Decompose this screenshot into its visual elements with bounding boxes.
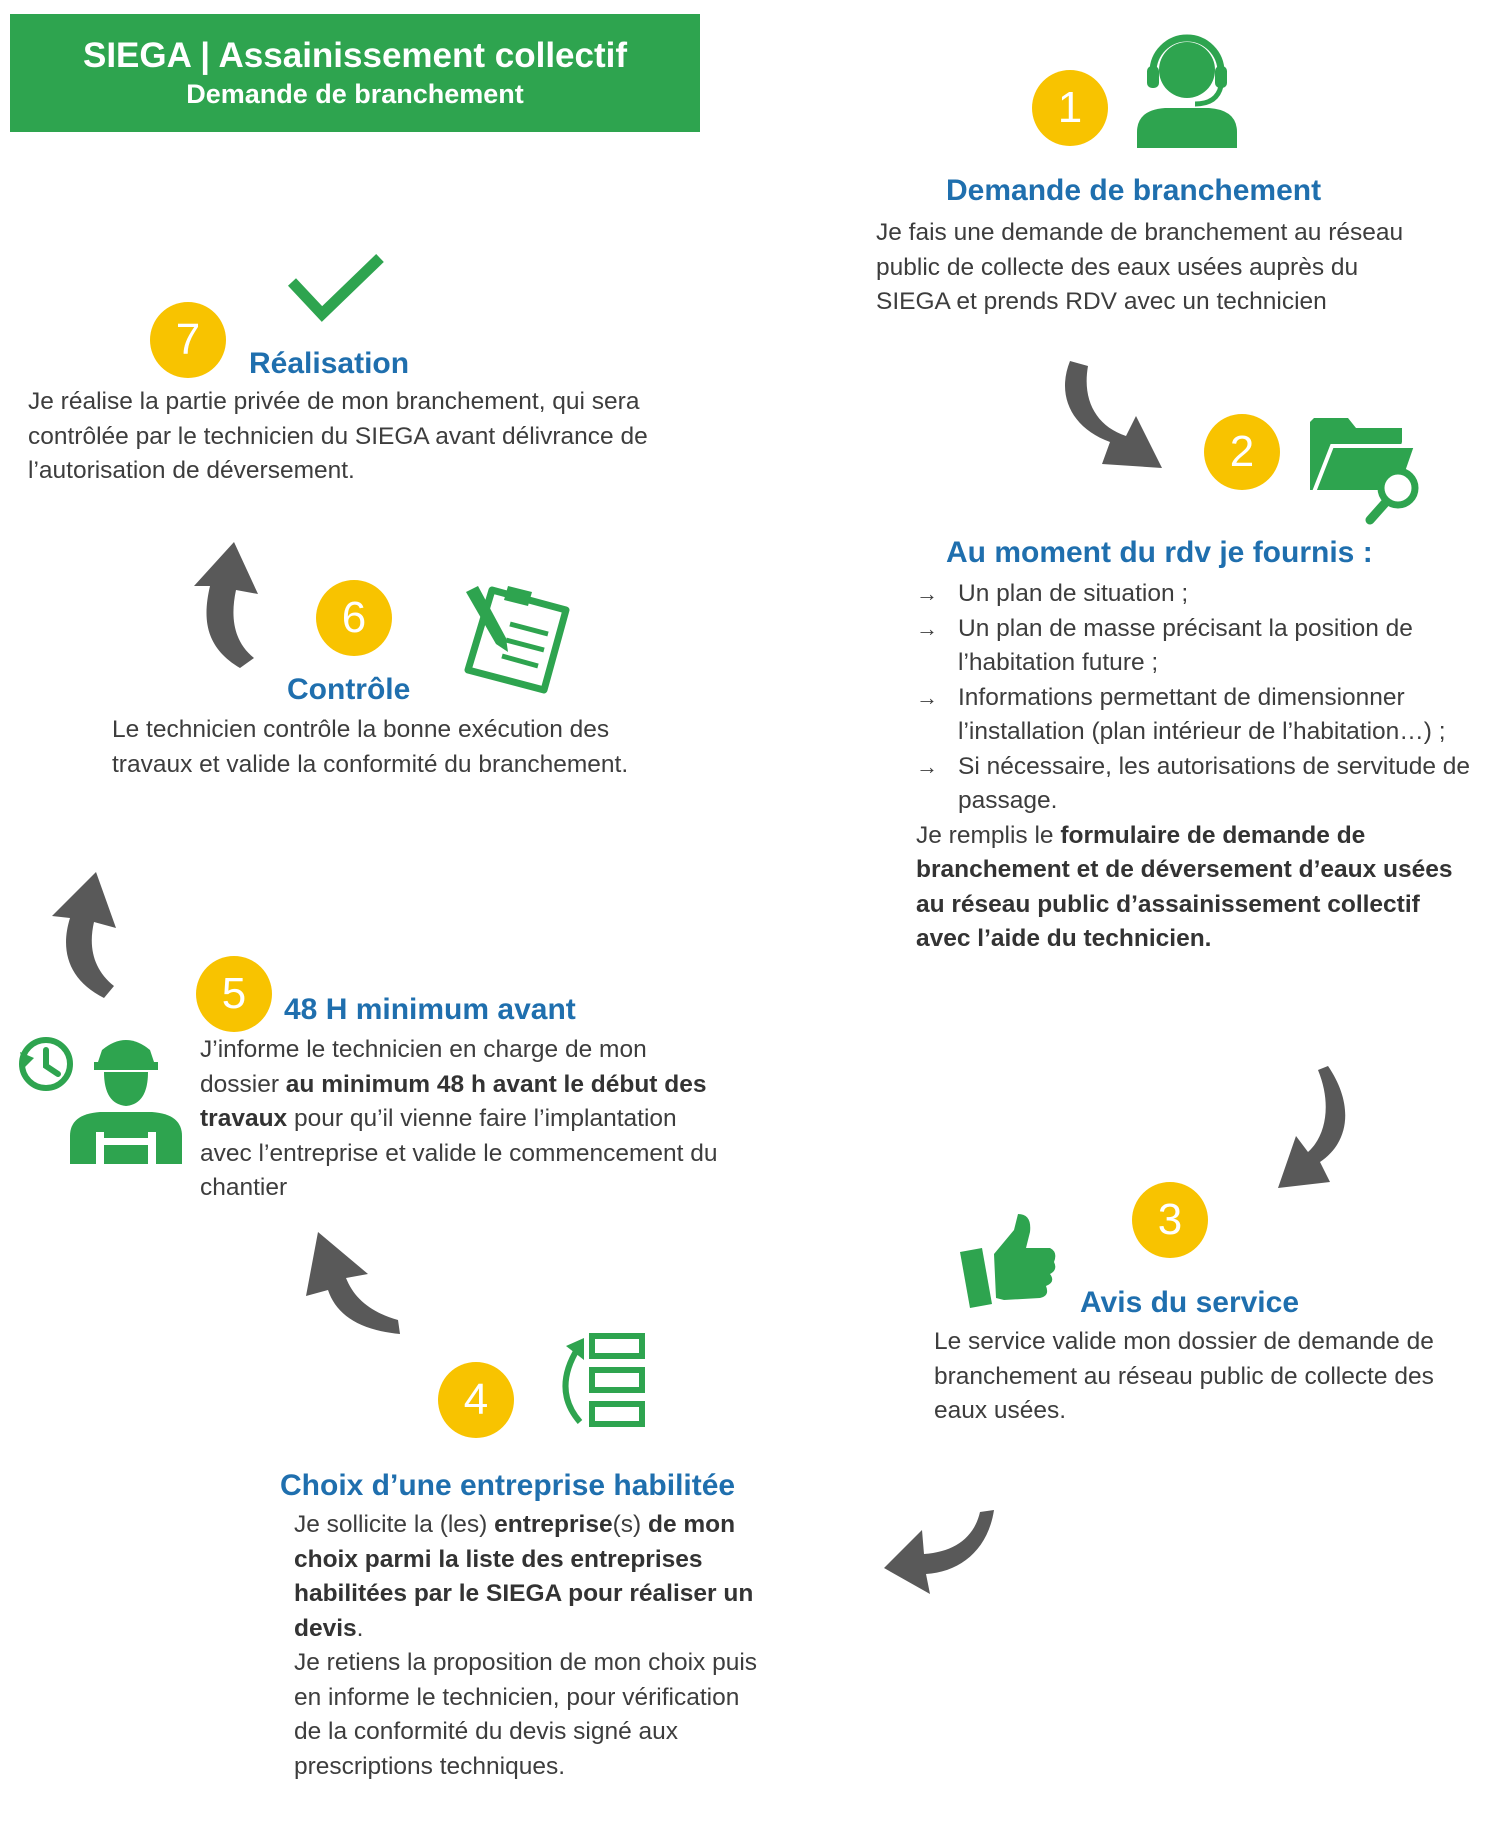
step-2-form-note: Je remplis le formulaire de demande de branchement et de déversement d’eaux usées au réseau public d’assainissement collectif avec l’aide du technicien. xyxy=(916,821,1453,952)
arrow-step4-to-step5 xyxy=(296,1230,404,1338)
step-5-number: 5 xyxy=(196,956,272,1032)
arrow-step2-to-step3 xyxy=(1274,1064,1354,1196)
header-banner xyxy=(10,14,700,132)
step-5-title: 48 H minimum avant xyxy=(284,993,576,1026)
step-2-title: Au moment du rdv je fournis : xyxy=(946,536,1373,569)
thumbs-up-icon xyxy=(958,1212,1058,1308)
step-4-paragraph-2: Je retiens la proposition de mon choix puis en informe le technicien, pour vérification de la conformité du devis signé aux prescriptions techniques. xyxy=(294,1649,758,1780)
step-6-number: 6 xyxy=(316,580,392,656)
step-7-text: Je réalise la partie privée de mon branchement, qui sera contrôlée par le technicien du SIEGA avant délivrance de l’autorisation de déversement. xyxy=(28,388,648,484)
step-4-paragraph-1: Je sollicite la (les) entreprise(s) de mon choix parmi la liste des entreprises habilitées par le SIEGA pour réaliser un devis. xyxy=(294,1511,754,1642)
step-5-text: J’informe le technicien en charge de mon dossier au minimum 48 h avant le début des travaux pour qu’il vienne faire l’implantation avec l’entreprise et valide le commencement du chantier xyxy=(200,1036,718,1201)
step-1-line: SIEGA et prends RDV avec un technicien xyxy=(876,288,1327,315)
step-2-text xyxy=(916,577,1474,957)
list-item: → Un plan de masse précisant la position de l’habitation future ; xyxy=(916,612,1474,681)
arrow-step5-to-step6 xyxy=(50,870,120,1000)
step-6-title: Contrôle xyxy=(287,673,411,706)
step-1-line: Je fais une demande de branchement au réseau xyxy=(876,219,1404,246)
worker-clock-icon xyxy=(16,1028,186,1164)
step-1-line: public de collecte des eaux usées auprès du xyxy=(876,253,1359,281)
arrow-bullet-icon: → xyxy=(916,753,938,779)
list-item: → Si nécessaire, les autorisations de servitude de passage. xyxy=(916,750,1474,819)
arrow-step1-to-step2 xyxy=(1058,356,1168,476)
step-6-text: Le technicien contrôle la bonne exécution des travaux et valide la conformité du branchement. xyxy=(112,716,629,778)
step-1-text xyxy=(876,216,1476,320)
step-7-title: Réalisation xyxy=(249,347,410,380)
list-item: → Informations permettant de dimensionner l’installation (plan intérieur de l’habitation…) ; xyxy=(916,681,1474,750)
arrow-bullet-icon: → xyxy=(916,581,938,606)
step-4-text xyxy=(294,1508,764,1784)
clipboard-check-icon xyxy=(462,580,574,694)
arrow-bullet-icon: → xyxy=(916,615,938,641)
step-3-number: 3 xyxy=(1132,1182,1208,1258)
step-3-text: Le service valide mon dossier de demande de branchement au réseau public de collecte des eaux usées. xyxy=(934,1328,1434,1424)
step-1-number: 1 xyxy=(1032,70,1108,146)
step-3-title: Avis du service xyxy=(1080,1286,1300,1319)
step-4-title: Choix d’une entreprise habilitée xyxy=(280,1469,736,1502)
step-1-title: Demande de branchement xyxy=(946,174,1322,207)
headset-user-icon xyxy=(1135,28,1239,148)
folder-search-icon xyxy=(1306,410,1426,528)
step-7-number: 7 xyxy=(150,302,226,378)
arrow-bullet-icon: → xyxy=(916,684,938,710)
header-subtitle: Demande de branchement xyxy=(186,79,524,110)
header-title: SIEGA | Assainissement collectif xyxy=(82,35,628,75)
list-item: → Un plan de situation ; xyxy=(916,577,1474,612)
step-2-bullet-list xyxy=(916,577,1474,819)
list-choice-icon xyxy=(548,1330,650,1432)
checkmark-icon xyxy=(286,254,386,326)
arrow-step6-to-step7 xyxy=(194,540,260,670)
arrow-step3-to-step4 xyxy=(882,1508,1002,1608)
step-2-number: 2 xyxy=(1204,414,1280,490)
step-4-number: 4 xyxy=(438,1362,514,1438)
